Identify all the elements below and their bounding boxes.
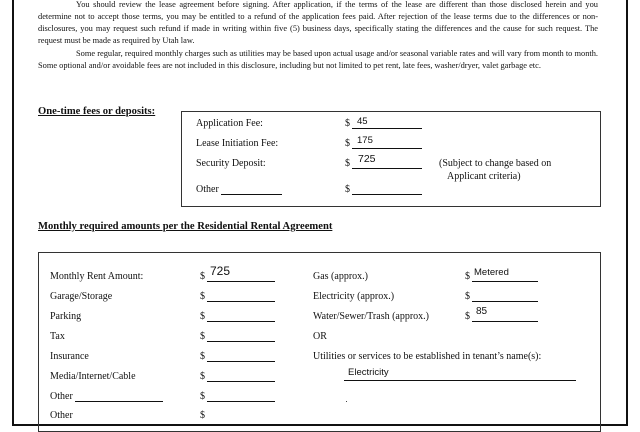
other-fee-name-line bbox=[221, 194, 282, 195]
parking-currency: $ bbox=[200, 311, 205, 322]
tenant-utilities-line bbox=[344, 380, 576, 381]
other-fee-label: Other bbox=[196, 184, 219, 195]
tax-label: Tax bbox=[50, 331, 65, 342]
or-label: OR bbox=[313, 331, 327, 342]
gas-label: Gas (approx.) bbox=[313, 271, 368, 282]
lease-initiation-fee-currency: $ bbox=[345, 138, 350, 149]
water-sewer-trash-line bbox=[472, 321, 538, 322]
other-fee-currency: $ bbox=[345, 184, 350, 195]
media-internet-cable-line bbox=[207, 381, 275, 382]
lease-initiation-fee-line bbox=[352, 148, 422, 149]
monthly-charges-paragraph: Some regular, required monthly charges such as utilities may be based upon actual usage and/or seasonal variable rates and will vary from month to month. Some optional and/or avoidable fees are not included in this disclosure, including but not limited to pet rent, late fees, washer/dryer, valet garbage etc. bbox=[38, 49, 598, 71]
gas-value[interactable]: Metered bbox=[474, 267, 509, 278]
other-monthly-1-currency: $ bbox=[200, 391, 205, 402]
tax-line bbox=[207, 341, 275, 342]
deposit-note-line1: (Subject to change based on bbox=[439, 158, 552, 169]
tenant-utilities-value[interactable]: Electricity bbox=[348, 367, 389, 378]
water-sewer-trash-value[interactable]: 85 bbox=[476, 306, 488, 317]
lease-initiation-fee-value[interactable]: 175 bbox=[357, 135, 373, 146]
other-monthly-2-currency: $ bbox=[200, 410, 205, 421]
tenant-utilities-label: Utilities or services to be established in tenant’s name(s): bbox=[313, 351, 542, 362]
electricity-currency: $ bbox=[465, 291, 470, 302]
stray-mark bbox=[346, 401, 347, 402]
insurance-label: Insurance bbox=[50, 351, 89, 362]
garage-storage-label: Garage/Storage bbox=[50, 291, 113, 302]
monthly-amounts-heading: Monthly required amounts per the Residential Rental Agreement bbox=[38, 221, 333, 232]
gas-line bbox=[472, 281, 538, 282]
lease-initiation-fee-label: Lease Initiation Fee: bbox=[196, 138, 279, 149]
electricity-label: Electricity (approx.) bbox=[313, 291, 395, 302]
application-fee-currency: $ bbox=[345, 118, 350, 129]
security-deposit-label: Security Deposit: bbox=[196, 158, 266, 169]
water-sewer-trash-currency: $ bbox=[465, 311, 470, 322]
media-internet-cable-label: Media/Internet/Cable bbox=[50, 371, 136, 382]
gas-currency: $ bbox=[465, 271, 470, 282]
review-paragraph: You should review the lease agreement before signing. After application, if the terms of the lease are different than those disclosed herein and you determine not to accept those terms, you may be entitled to a refund of the application fees paid. After rejection of the lease terms due to the differences or non-disclosures, you may request such refund if made in writing within five (5) business days, specifically stating the differences and the cause for such request. The request must be made as required by Utah law. bbox=[38, 0, 598, 46]
one-time-fees-heading: One-time fees or deposits: bbox=[38, 106, 156, 117]
application-fee-line bbox=[352, 128, 422, 129]
electricity-line bbox=[472, 301, 538, 302]
other-monthly-1-label: Other bbox=[50, 391, 73, 402]
water-sewer-trash-label: Water/Sewer/Trash (approx.) bbox=[313, 311, 430, 322]
monthly-rent-value[interactable]: 725 bbox=[210, 264, 231, 278]
security-deposit-line bbox=[352, 168, 422, 169]
other-monthly-1-name-line bbox=[75, 401, 163, 402]
security-deposit-currency: $ bbox=[345, 158, 350, 169]
application-fee-label: Application Fee: bbox=[196, 118, 263, 129]
garage-storage-line bbox=[207, 301, 275, 302]
other-monthly-2-label: Other bbox=[50, 410, 73, 421]
garage-storage-currency: $ bbox=[200, 291, 205, 302]
tax-currency: $ bbox=[200, 331, 205, 342]
media-internet-cable-currency: $ bbox=[200, 371, 205, 382]
parking-line bbox=[207, 321, 275, 322]
other-monthly-1-line bbox=[207, 401, 275, 402]
insurance-currency: $ bbox=[200, 351, 205, 362]
parking-label: Parking bbox=[50, 311, 82, 322]
insurance-line bbox=[207, 361, 275, 362]
application-fee-value[interactable]: 45 bbox=[357, 116, 368, 127]
monthly-rent-currency: $ bbox=[200, 271, 205, 282]
monthly-rent-label: Monthly Rent Amount: bbox=[50, 271, 144, 282]
other-fee-line bbox=[352, 194, 422, 195]
security-deposit-value[interactable]: 725 bbox=[358, 153, 376, 165]
monthly-rent-line bbox=[207, 281, 275, 282]
deposit-note-line2: Applicant criteria) bbox=[447, 171, 521, 182]
